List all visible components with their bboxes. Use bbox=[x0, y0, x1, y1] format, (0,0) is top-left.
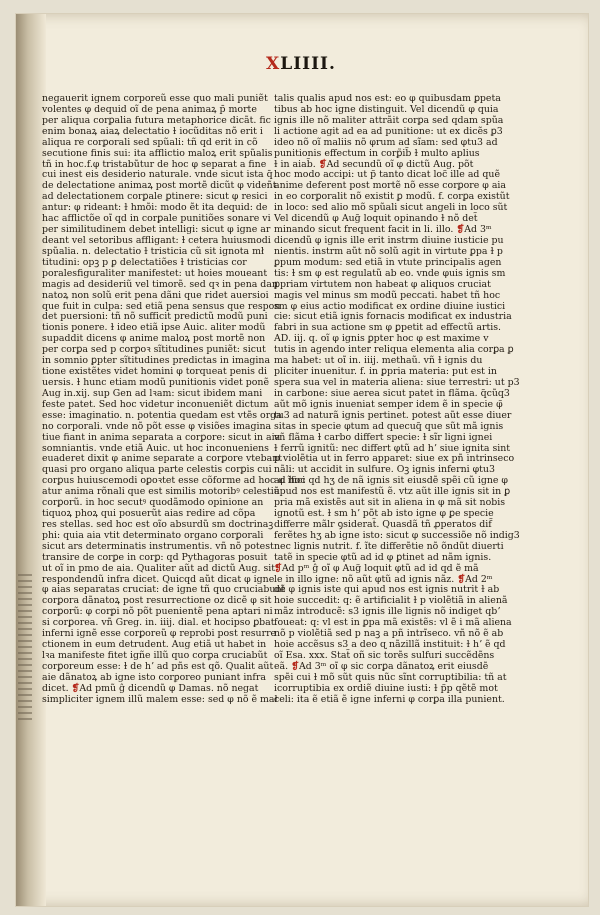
left-column-line: cui inest eis desiderio naturale. vnde sicut ista q̄ bbox=[42, 169, 273, 181]
folio-numeral: LIIII. bbox=[280, 54, 336, 74]
right-column-line: dẽ φ ignis iste qui apud nos est ignis nutrit ɫ ab bbox=[274, 584, 500, 596]
left-column-line: lꝛa manifeste fitet igñe illũ quo corꝑa cruciabũt bbox=[42, 650, 268, 662]
right-column-line: hoie succedit: q: ẽ artificialit ɫ p violẽtiã in alienã bbox=[274, 595, 508, 607]
left-column-line: de delectatione animaꝝ post mortẽ dicũt φ videñt bbox=[42, 180, 277, 192]
right-column-line: nãli: ut accidit in sulfure. Oꝫ ignis inferni φtu3 bbox=[274, 464, 495, 476]
left-column-line: res stellas. sed hoc est oĩo absurdũ sm doctrinaꝫ bbox=[42, 518, 274, 530]
right-column-line: celi: ita ẽ etiã ẽ igne inferni φ corꝑa illa punient. bbox=[274, 693, 505, 705]
right-column-line: nientis. instrm aũt nõ solũ agit in virtute ꝑpa ɫ p bbox=[274, 245, 503, 257]
left-column-line: det puersioni: tñ nõ sufficit predictũ modũ puni bbox=[42, 311, 268, 323]
paragraph-mark: ❡ bbox=[291, 660, 299, 672]
right-column-line: icorruptibia ex ordiẽ diuine iusti: ɫ p̃p qẽtẽ mot bbox=[274, 682, 498, 694]
right-column-line: foueat: q: vl est in ꝑpa mã existẽs: vl ẽ i mã aliena bbox=[274, 617, 512, 629]
paragraph-mark: ❡ bbox=[274, 562, 282, 574]
text-column-right bbox=[274, 93, 520, 794]
left-column-line: φ aias separatas cruciat: de igne tñ quo cruciabunt bbox=[42, 584, 286, 596]
left-column-line: per corꝑa sed p corꝑoꝛ sĩtitudines puniẽt: sicut bbox=[42, 344, 266, 356]
right-column-line: differre mãlr ꝯsiderat̃. Quasdã tñ ꝓperatos dif̃ bbox=[274, 518, 492, 530]
left-column-line: uersis. ɫ hunc etiam modũ punitionis videt ponẽ bbox=[42, 376, 270, 388]
right-column-line: cie: sicut etiã ignis fornacis modificat ex industria bbox=[274, 311, 512, 323]
left-column-line: titudini: opꝫ p ꝑ delectatiões ɫ tristicias cor bbox=[42, 256, 247, 268]
right-column-line: sm φ eius actio modificat ex ordine diuine iustici bbox=[274, 300, 506, 312]
right-column-line: hoc modo accipi: ut p̃ tanto dicat loc̃ ille ad quẽ bbox=[274, 169, 500, 181]
right-column-line: pria mã existẽs aut sit in aliena in φ mã sit nobis bbox=[274, 497, 506, 509]
left-column-line: simpliciter ignem illũ malem esse: sed φ nõ ẽ mał bbox=[42, 693, 278, 705]
left-column-line: que fuit in culpa: sed etiã pena sensus que respon bbox=[42, 300, 281, 312]
right-column-line: spera sua vel in materia aliena: siue terrestri: ut p3 bbox=[274, 376, 520, 388]
left-column-line: ut oĩ in pmo de aia. Qualiter aũt ad dictũ Aug. sit bbox=[42, 562, 276, 574]
right-column-line: ɫ in aiab̃. ❡Ad secundũ oĩ φ dictũ Aug. põt bbox=[274, 158, 474, 170]
right-column-line: pliciter inuenitur. f. in ꝑpria materia: put est in bbox=[274, 366, 497, 378]
right-column-line: in eo corꝑoralit nõ existit ꝑ modũ. f. corꝑa existũt bbox=[274, 191, 510, 203]
right-column-line: dicendũ φ ignis ille erit instrm diuine iusticie pu bbox=[274, 234, 504, 246]
right-column-line: tatẽ in specie φtũ ad id φ ꝑtinet ad nãm ignis. bbox=[274, 551, 492, 563]
left-column-line: respondendũ infra dicet. Quicqd aũt dicat φ igne bbox=[42, 573, 275, 585]
left-column-line: secutione finis sui: ita afflictio maloꝝ erit spũalis bbox=[42, 147, 273, 159]
left-column-line: no corporali. vnde nõ põt esse φ visiões imagina bbox=[42, 420, 272, 432]
left-column-line: corꝑorũ: φ corꝑi nõ põt puenientẽ pena aptari ni bbox=[42, 606, 273, 618]
left-column-line: quasi pro organo aliqua parte celestis corꝑis cui bbox=[42, 464, 272, 476]
right-column-line: apud nos est manifestũ ẽ. vtz aũt ille ignis sit in ꝑ bbox=[274, 486, 511, 498]
left-column-line: deant vel setoribus affligant: ɫ cetera huiusmodi bbox=[42, 234, 271, 246]
right-column-line: nõ p violẽtiã sed p naꝫ a pñ intrĩseco. vñ nõ ẽ ab bbox=[274, 628, 504, 640]
right-column-line: aũt mõ ignis inueniat semper idem ẽ in specie φ̃ bbox=[274, 398, 503, 410]
paragraph-mark: ❡ bbox=[457, 573, 466, 585]
right-column-line: ideo nõ oĩ maliis nõ φrum ad sĩam: sed φtu3 ad bbox=[274, 136, 498, 148]
right-column-line: sitas in specie φtum ad quecuq̃ que sũt mã ignis bbox=[274, 420, 504, 432]
right-column-line: in carbone: siue aerea sicut patet in flãma. q̃cũq3 bbox=[274, 387, 510, 399]
right-column-line: AD. iij. q. oĩ φ ignis ꝑpter hoc φ est maxime v bbox=[274, 333, 489, 345]
left-column-line: transire de corꝑe in corꝑ: qd Pythagoras posuit bbox=[42, 551, 268, 563]
left-column-line: natoꝝ non solũ erit pena dãni que ridet auersioi bbox=[42, 289, 269, 301]
right-column-line: in loco: sed alio mõ spũali sicut angeli in loco sũt bbox=[274, 202, 508, 214]
right-column-line: le in illo igne: nõ aũt φtũ ad ignis nãz. ❡Ad 2ᵐ bbox=[274, 573, 493, 585]
right-column-line: anime deferent post mortẽ nõ esse corꝑore φ aia bbox=[274, 180, 507, 192]
left-column-line: spũalia. n. delectatio ɫ tristicia cũ sit ignota mł bbox=[42, 245, 265, 257]
left-column-line: enim bonaꝝ aiaꝝ delectatio ɫ iocũditas nõ erit i bbox=[42, 125, 263, 137]
right-column-line: tu3 ad naturã ignis pertinet. potest aũt esse diuer bbox=[274, 409, 512, 421]
left-column-line: inferni ignẽ esse corꝑoreũ φ reprobi post resurre bbox=[42, 628, 277, 640]
left-column-line: tione existẽtes videt homini φ torqueat penis di bbox=[42, 366, 267, 378]
right-column-line: nec lignis nutrit. f. ĩte differẽtie nõ õndũt diuerti bbox=[274, 540, 504, 552]
left-column-line: magis ad desideriũ vel timorẽ. sed qꝛ in pena dan bbox=[42, 278, 278, 290]
paragraph-mark: ❡ bbox=[71, 682, 80, 694]
right-column-line: ꝑpum modum: sed etiã in vtute principalis agen bbox=[274, 256, 502, 268]
left-column-line: tionis ponere. ɫ ideo etiã ipse Auic. aliter modũ bbox=[42, 322, 266, 334]
left-column-line: hac afflictõe oĩ qd in corꝑale punitiões sonare vi bbox=[42, 213, 271, 225]
right-column-line: ignis ille nõ maliter attrãit corꝑa sed qdam spũa bbox=[274, 114, 504, 126]
folio-number bbox=[241, 54, 361, 74]
left-column-line: dicet. ❡Ad pmũ ĝ dicendũ φ Damas. nõ negat bbox=[42, 682, 259, 694]
left-column-line: volentes φ dequid oĩ de pena animaꝝ p̄ morte bbox=[42, 103, 257, 115]
left-column-line: euaderet dixit φ anime separate a corꝑore vtebant bbox=[42, 453, 282, 465]
paragraph-mark: ❡ bbox=[318, 158, 327, 170]
left-column-line: corꝑoreum esse: ɫ de hʼ ad pñs est qõ. Qualit aũt bbox=[42, 660, 274, 672]
left-column-line: atur anima rõnali que est similis motoribꝰ celestiũ bbox=[42, 486, 280, 498]
left-column-line: aie dãnatoꝝ ab igne isto corꝑoreo puniant infra bbox=[42, 671, 266, 683]
left-column-line: corꝑus huiuscemodi oꝑoꝛtet esse cõforme ad hoc φ ĩfici bbox=[42, 475, 306, 487]
right-column-line: ad hoc qd hʒ de nã ignis sit eiusdẽ spẽi cũ igne φ bbox=[274, 475, 508, 487]
right-column-line: li actione agit ad ea ad punitione: ut ex dicẽs ꝑ3 bbox=[274, 125, 503, 137]
right-column-line: fabri in sua actione sm φ ꝑpetit ad effectũ artis. bbox=[274, 322, 502, 334]
left-column-line: negauerit ignem corporeũ esse quo mali puniẽt bbox=[42, 93, 268, 104]
left-column-line: ad delectationem corꝑale ꝑtinere: sicut φ resici bbox=[42, 191, 268, 203]
left-column-line: aliqua re corꝑorali sed spũali: tñ qd erit in cõ bbox=[42, 136, 258, 148]
left-column-line: phi: quia aia vtit determinato organo corꝑorali bbox=[42, 529, 264, 541]
paragraph-mark: ❡ bbox=[456, 224, 465, 236]
right-column-line: ignotũ est. ɫ sm hʼ põt ab isto igne φ ꝑe specie bbox=[274, 508, 494, 520]
right-column-line: Vel dicendũ φ Aug̃ loquit opinando ɫ nõ det̃ bbox=[274, 213, 478, 225]
left-column-line: per similitudinem debet intelligi: sicut φ igne ar bbox=[42, 224, 271, 236]
right-column-line: tis: ɫ sm φ est regulatũ ab eo. vnde φuis ignis sm bbox=[274, 267, 506, 279]
right-column-line: minando sicut frequent facit in li. illo. ❡Ad 3ᵐ bbox=[274, 224, 492, 236]
bleed-through-marks bbox=[18, 574, 32, 724]
right-column-line: hoie accẽsus s3 a deo ɋ nãzillã instituit: ɫ hʼ ẽ qd bbox=[274, 639, 506, 651]
right-column-line: ɫ ferrũ ignitũ: nec differt φtũ ad hʼ siue ignita sint bbox=[274, 442, 511, 454]
right-column-line: mãz introducẽ: s3 ignis ille lignis nõ indiget qbʼ bbox=[274, 606, 501, 618]
right-column-line: spẽi cui ɫ mõ sũt quis nũc sĩnt corruptibilia: tñ at bbox=[274, 671, 507, 683]
left-column-line: si corꝑorea. vñ Greg. in. iiij. dial. et hocipso ꝑbat bbox=[42, 617, 275, 629]
left-column-line: corꝑora dãnatoꝝ post resurrectione oz dicẽ φ sit bbox=[42, 595, 272, 607]
left-column-line: Aug in.xij. sup Gen ad lꝛam: sicut ibidem mani bbox=[42, 387, 263, 399]
right-column-line: punitionis effectum in corꝑ̃ib̃ ɫ multo aplius bbox=[274, 147, 480, 159]
left-column-line: esse: imaginatio. n. potentia quedam est vtẽs orga bbox=[42, 409, 282, 421]
right-column-line: talis qualis apud nos est: eo φ quibusdam ꝑpeta bbox=[274, 93, 501, 104]
left-column-line: poralesfiguraliter manifestet: ut hoies moueant bbox=[42, 267, 268, 279]
left-column-line: supaddit dicens φ anime maloꝝ post mortẽ non bbox=[42, 333, 266, 345]
right-column-line: eã. ❡Ad 3ᵐ oĩ φ sic corꝑa dãnatoꝝ erit eiusdẽ bbox=[274, 660, 489, 672]
right-column-line: p violẽtia ut in ferro apparet: siue ex pñ intrinseco bbox=[274, 453, 515, 465]
folio-rubric: X bbox=[266, 54, 281, 74]
right-column-line: magis vel minus sm modũ peccati. habet tñ hoc bbox=[274, 289, 501, 301]
right-column-line: ꝑpriam virtutem non habeat φ aliquos cruciat bbox=[274, 278, 491, 290]
left-column-line: sicut ars determinatis instrumentis. vñ nõ potest bbox=[42, 540, 274, 552]
left-column-line: somniantis. vnde etiã Auic. ut hoc inconueniens bbox=[42, 442, 269, 454]
left-column-line: ctionem in eum detrudent. Aug etiã ut habet in bbox=[42, 639, 267, 651]
left-column-line: corꝑorũ. in hoc secutꝰ quodãmodo opinione an bbox=[42, 497, 264, 509]
left-column-line: per aliqua corꝑalia futura metaphorice dicãt. fic bbox=[42, 114, 271, 126]
right-column-line: tutis in agendo inter reliqua elementa alia corꝑa ꝑ bbox=[274, 344, 514, 356]
left-column-line: antur: φ rideant: ɫ hmõi: modo ẽt ita dequid: de bbox=[42, 202, 268, 214]
left-column-line: tñ in hoc.f.φ tristabũtur de hoc φ separat a fine bbox=[42, 158, 267, 170]
left-column-line: tiue fiant in anima separata a corꝑore: sicut in aia bbox=[42, 431, 281, 443]
right-column-line: ferẽtes hʒ ab igne isto: sicut φ successiõe nõ indig3 bbox=[274, 529, 520, 541]
right-column-line: ❡Ad pᵐ ĝ oĩ φ Aug̃ loquit φtũ ad id qd ẽ mã bbox=[274, 562, 479, 574]
text-column-left bbox=[42, 93, 306, 794]
right-column-line: tibus ab hoc igne distinguit. Vel dicendũ φ quia bbox=[274, 103, 499, 115]
left-column-line: in somnio ꝑpter sĩtitudines predictas in imagina bbox=[42, 355, 271, 367]
left-column-line: feste patet. Sed hoc videtur inconueniẽt dictum bbox=[42, 398, 269, 410]
right-column-line: oĩ Esa. xxx. Stat̃ oñ sic torẽs sulfuri succẽdẽns bbox=[274, 650, 495, 662]
left-column-line: tiquoꝝ phoꝝ qui posuerũt aias redire ad cõpa bbox=[42, 508, 256, 520]
right-column-line: vñ flãma ɫ carbo differt specie: ɫ sĩr ligni ignei bbox=[274, 431, 493, 443]
page-sheet bbox=[16, 14, 588, 906]
right-column-line: ma habet: ut oĩ in. iiij. methaũ. vñ ɫ ignis du bbox=[274, 355, 483, 367]
